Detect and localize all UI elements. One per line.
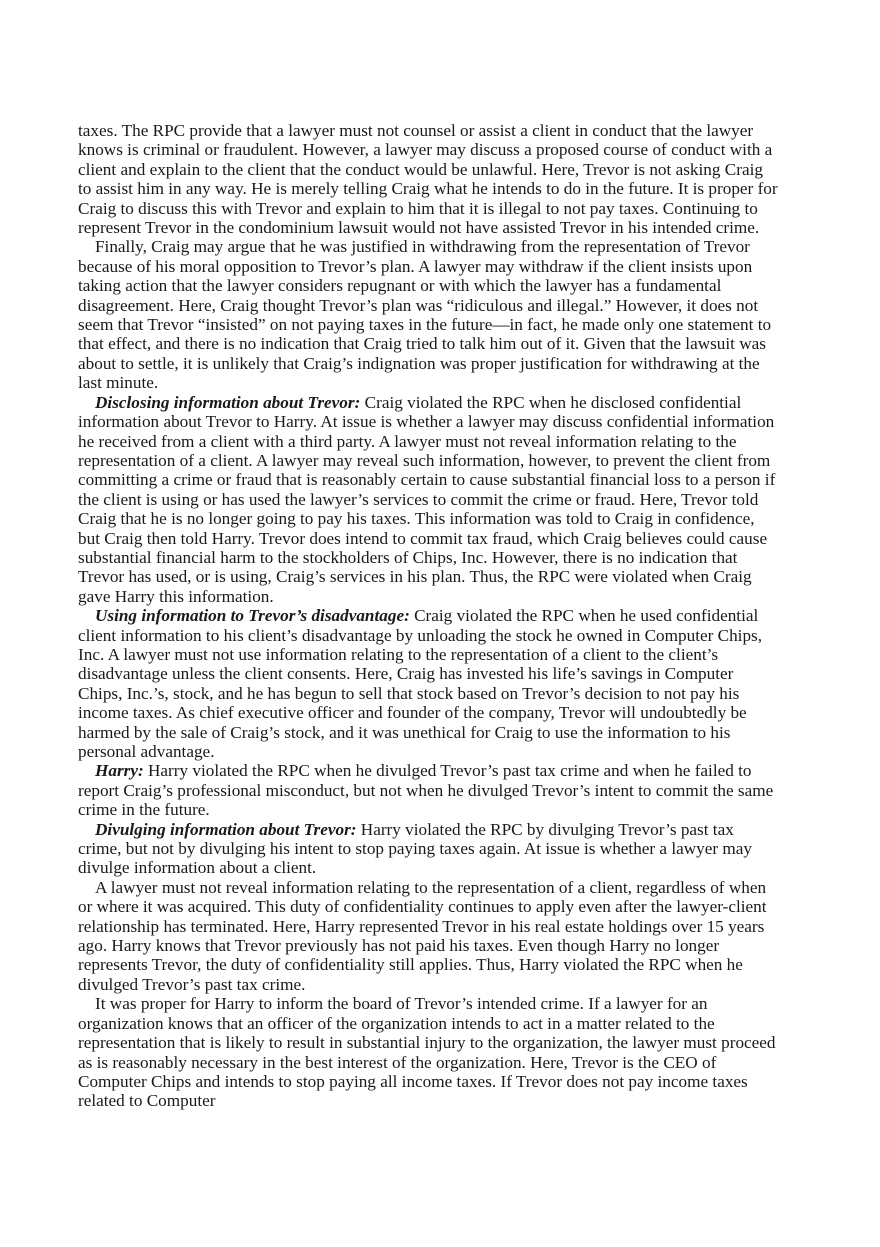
paragraph-4-heading: Using information to Trevor’s disadvantage: — [95, 606, 410, 626]
paragraph-2-text: Finally, Craig may argue that he was justified in withdrawing from the representation of Trevor because of his moral opposition to Trevor’s plan. A lawyer may withdraw if the client insists upon taking action that the lawyer considers repugnant or with which the lawyer has a fundamental disagreement. Here, Craig thought Trevor’s plan was “ridiculous and illegal.” However, it does not seem that Trevor “insisted” on not paying taxes in the future—in fact, he made only one statement to that effect, and there is no indication that Craig tried to talk him out of it. Given that the lawsuit was about to settle, it is unlikely that Craig’s indignation was proper justification for withdrawing at the last minute. — [78, 237, 772, 393]
paragraph-8-text: It was proper for Harry to inform the board of Trevor’s intended crime. If a lawyer for an organization knows that an officer of the organization intends to act in a matter related to the representation that is likely to result in substantial injury to the organization, the lawyer must proceed as is reasonably necessary in the best interest of the organization. Here, Trevor is the CEO of Computer Chips and intends to stop paying all income taxes. If Trevor does not pay income taxes related to Computer — [78, 994, 776, 1111]
paragraph-2 — [78, 237, 780, 392]
paragraph-6-heading: Divulging information about Trevor: — [95, 819, 357, 839]
paragraph-5-text: Harry violated the RPC when he divulged Trevor’s past tax crime and when he failed to report Craig’s professional misconduct, but not when he divulged Trevor’s intent to commit the same crime in the future. — [78, 761, 774, 820]
paragraph-3 — [78, 393, 780, 606]
paragraph-8 — [78, 994, 780, 1110]
paragraph-6 — [78, 820, 780, 878]
paragraph-3-heading: Disclosing information about Trevor: — [95, 392, 361, 412]
paragraph-1 — [78, 121, 780, 237]
paragraph-5-heading: Harry: — [95, 761, 144, 781]
paragraph-3-text: Craig violated the RPC when he disclosed confidential information about Trevor to Harry. At issue is whether a lawyer may discuss confidential information he received from a client with a third party. A lawyer must not reveal information relating to the representation of a client. A lawyer may reveal such information, however, to prevent the client from committing a crime or fraud that is reasonably certain to cause substantial financial loss to a person if the client is using or has used the lawyer’s services to commit the crime or fraud. Here, Trevor told Craig that he is no longer going to pay his taxes. This information was told to Craig in confidence, but Craig then told Harry. Trevor does intend to commit tax fraud, which Craig believes could cause substantial financial harm to the stockholders of Chips, Inc. However, there is no indication that Trevor has used, or is using, Craig’s services in his plan. Thus, the RPC were violated when Craig gave Harry this information. — [78, 392, 776, 606]
paragraph-6-text: Harry violated the RPC by divulging Trevor’s past tax crime, but not by divulging his intent to stop paying taxes again. At issue is whether a lawyer may divulge information about a client. — [78, 819, 753, 878]
paragraph-7-text: A lawyer must not reveal information relating to the representation of a client, regardless of when or where it was acquired. This duty of confidentiality continues to apply even after the lawyer-client relationship has terminated. Here, Harry represented Trevor in his real estate holdings over 15 years ago. Harry knows that Trevor previously has not paid his taxes. Even though Harry no longer represents Trevor, the duty of confidentiality still applies. Thus, Harry violated the RPC when he divulged Trevor’s past tax crime. — [78, 877, 767, 994]
paragraph-1-text: taxes. The RPC provide that a lawyer must not counsel or assist a client in conduct that the lawyer knows is criminal or fraudulent. However, a lawyer may discuss a proposed course of conduct with a client and explain to the client that the conduct would be unlawful. Here, Trevor is not asking Craig to assist him in any way. He is merely telling Craig what he intends to do in the future. It is proper for Craig to discuss this with Trevor and explain to him that it is illegal to not pay taxes. Continuing to represent Trevor in the condominium lawsuit would not have assisted Trevor in his intended crime. — [78, 121, 778, 238]
paragraph-4 — [78, 606, 780, 761]
paragraph-4-text: Craig violated the RPC when he used confidential client information to his client’s disadvantage by unloading the stock he owned in Computer Chips, Inc. A lawyer must not use information relating to the representation of a client to the client’s disadvantage unless the client consents. Here, Craig has invested his life’s savings in Computer Chips, Inc.’s, stock, and he has begun to sell that stock based on Trevor’s decision to not pay his income taxes. As chief executive officer and founder of the company, Trevor will undoubtedly be harmed by the sale of Craig’s stock, and it was unethical for Craig to use the information to his personal advantage. — [78, 606, 763, 761]
paragraph-5 — [78, 761, 780, 819]
paragraph-7 — [78, 878, 780, 994]
